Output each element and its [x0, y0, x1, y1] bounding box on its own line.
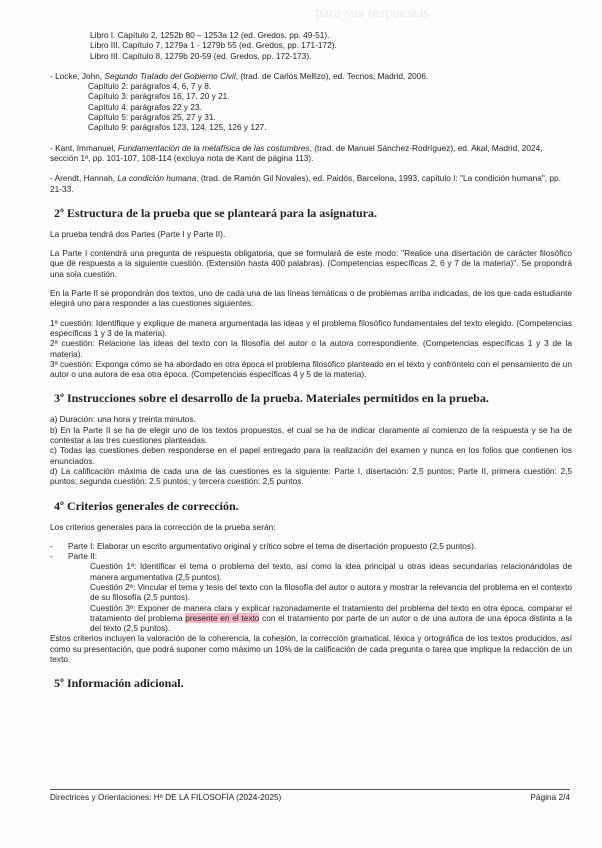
criteria-item: Cuestión 2ª: Vincular el tema y tesis del texto con la filosofía del autor o autora y mostrar la relevancia del problema en el contexto de su filosofía (2,5 puntos).	[90, 581, 572, 603]
book-title: Segundo Tratado del Gobierno Civil	[104, 70, 236, 81]
locke-reference	[50, 71, 572, 133]
page-number: Página 2/4	[530, 792, 570, 802]
criteria-item: Cuestión 1ª: Identificar el tema o problema del texto, así como la idea principal u otras ideas secundarias relacionándolas de manera argumentativa (2,5 puntos).	[90, 561, 572, 582]
question-item: 3ª cuestión: Exponga cómo se ha abordado en otra época el problema filosófico planteado en el texto y confróntelo con el pensamiento de un autor o una autora de esa otra época. (Competencias específicas 4 y 5 de la materia).	[50, 358, 572, 380]
page-footer	[50, 789, 570, 802]
footer-title: Directrices y Orientaciones: Hª DE LA FILOSOFÍA (2024-2025)	[50, 792, 282, 802]
paragraph: Estos criterios incluyen la valoración de la coherencia, la cohesión, la corrección gramatical, léxica y ortográfica de los textos producidos, así como su presentación, que podrá suponer como máximo un 10% de la calificación de cada pregunta o tarea que implique la redacción de un texto.	[50, 633, 572, 665]
document-page	[50, 30, 572, 699]
instruction-item: d) La calificación máxima de cada una de las cuestiones es la siguiente: Parte I, disertación: 2,5 puntos; Parte II, primera cuestión: 2,5 puntos; segunda cuestión: 2,5 puntos; y tercera cuestión: 2,5 puntos.	[50, 465, 572, 487]
paragraph: La prueba tendrá dos Partes (Parte I y Parte II).	[50, 228, 226, 239]
section-heading-instructions: 3º Instrucciones sobre el desarrollo de la prueba. Materiales permitidos en la prueba.	[54, 391, 489, 406]
instruction-item: b) En la Parte II se ha de elegir uno de los textos propuestos, el cual se ha de indicar claramente al comienzo de la respuesta y se ha de contestar a las tres cuestiones planteadas.	[50, 424, 572, 446]
chapter-line: Capítulo 9: parágrafos 123, 124, 125, 126 y 127.	[88, 122, 267, 133]
question-list	[50, 318, 572, 380]
criteria-bullet: - Parte I: Elaborar un escrito argumentativo original y crítico sobre el tema de disertación propuesto (2,5 puntos).	[50, 541, 572, 551]
criteria-bullet: - Parte II:	[50, 551, 572, 561]
book-title: La condición humana	[117, 173, 197, 184]
reference-line: Libro I. Capítulo 2, 1252b 80 – 1253a 12 (ed. Gredos, pp. 49-51).	[90, 30, 330, 40]
section-heading-criteria: 4º Criterios generales de corrección.	[54, 498, 239, 513]
paragraph: Los criterios generales para la corrección de la prueba serán:	[50, 521, 276, 532]
reference-line: Libro III. Capítulo 8, 1279b 20-59 (ed. Gredos, pp. 172-173).	[90, 50, 312, 61]
instruction-item: a) Duración: una hora y treinta minutos.	[50, 414, 196, 425]
chapter-line: Capítulo 3: parágrafos 16, 17, 20 y 21.	[88, 91, 230, 102]
bleed-through-heading: para sus respuestas	[315, 8, 430, 21]
reference-line: Libro III. Capítulo 7, 1279a 1 - 1279b 55 (ed. Gredos, pp. 171-172).	[90, 40, 337, 51]
paragraph: En la Parte II se propondrán dos textos, uno de cada una de las líneas temáticas o de problemas arriba indicadas, de los que cada estudiante elegirá uno para responder a las cuestiones siguientes:	[50, 288, 572, 309]
section-heading-structure: 2º Estructura de la prueba que se planteará para la asignatura.	[54, 205, 377, 220]
chapter-line: Capítulo 5: parágrafos 25, 27 y 31.	[88, 112, 216, 123]
locke-heading: - Locke, John, Segundo Tratado del Gobierno Civil, (trad. de Carlos Mellizo), ed. Tecnos, Madrid, 2006.	[50, 70, 429, 81]
question-item: 2ª cuestión: Relacione las ideas del texto con la filosofía del autor o la autora correspondiente. (Competencias específicas 1 y 3 de la materia).	[50, 338, 572, 359]
section-heading-additional-info: 5º Información adicional.	[54, 676, 184, 691]
chapter-line: Capítulo 2: parágrafos 4, 6, 7 y 8.	[88, 81, 212, 92]
arendt-reference: - Arendt, Hannah, La condición humana. (trad. de Ramón Gil Novales), ed. Paidós, Barcelona, 1993, capítulo I: "La condición humana", pp. 21-33.	[50, 173, 561, 194]
instruction-list	[50, 414, 572, 486]
criteria-item: Cuestión 3ª: Exponer de manera clara y explicar razonadamente el tratamiento del problema del texto en otra época, comparar el tratamiento del problema presente en el texto con el tratamiento por parte de un autor o de una autora de una época distinta a la del texto (2,5 puntos).	[90, 602, 572, 634]
aristotle-references	[50, 30, 572, 61]
chapter-line: Capítulo 4: parágrafos 22 y 23.	[88, 101, 202, 112]
paragraph: La Parte I contendrá una pregunta de respuesta obligatoria, que se formulará de este modo: "Realice una disertación de carácter filosófico que dé respuesta a la siguiente cuestión. (Extensión hasta 400 palabras). (Competencias específicas 2, 6 y 7 de la materia)". Se propondrá una sola cuestión.	[50, 248, 572, 279]
instruction-item: c) Todas las cuestiones deben responderse en el papel entregado para la realización del examen y nunca en los folios que contienen los enunciados.	[50, 445, 572, 466]
book-title: Fundamentación de la metafísica de las costumbres	[117, 142, 310, 153]
highlighted-text: presente en el texto	[185, 612, 260, 623]
kant-reference: - Kant, Immanuel, Fundamentación de la metafísica de las costumbres, (trad. de Manuel Sánchez-Rodríguez), ed. Akal, Madrid, 2024, sección 1ª, pp. 101-107, 108-114 (excluya nota de Kant de página 113).	[50, 142, 543, 163]
question-item: 1ª cuestión: Identifique y explique de manera argumentada las ideas y el problema filosófico fundamentales del texto elegido. (Competencias específicas 1 y 3 de la materia).	[50, 317, 572, 338]
locke-chapter-list	[50, 81, 572, 132]
